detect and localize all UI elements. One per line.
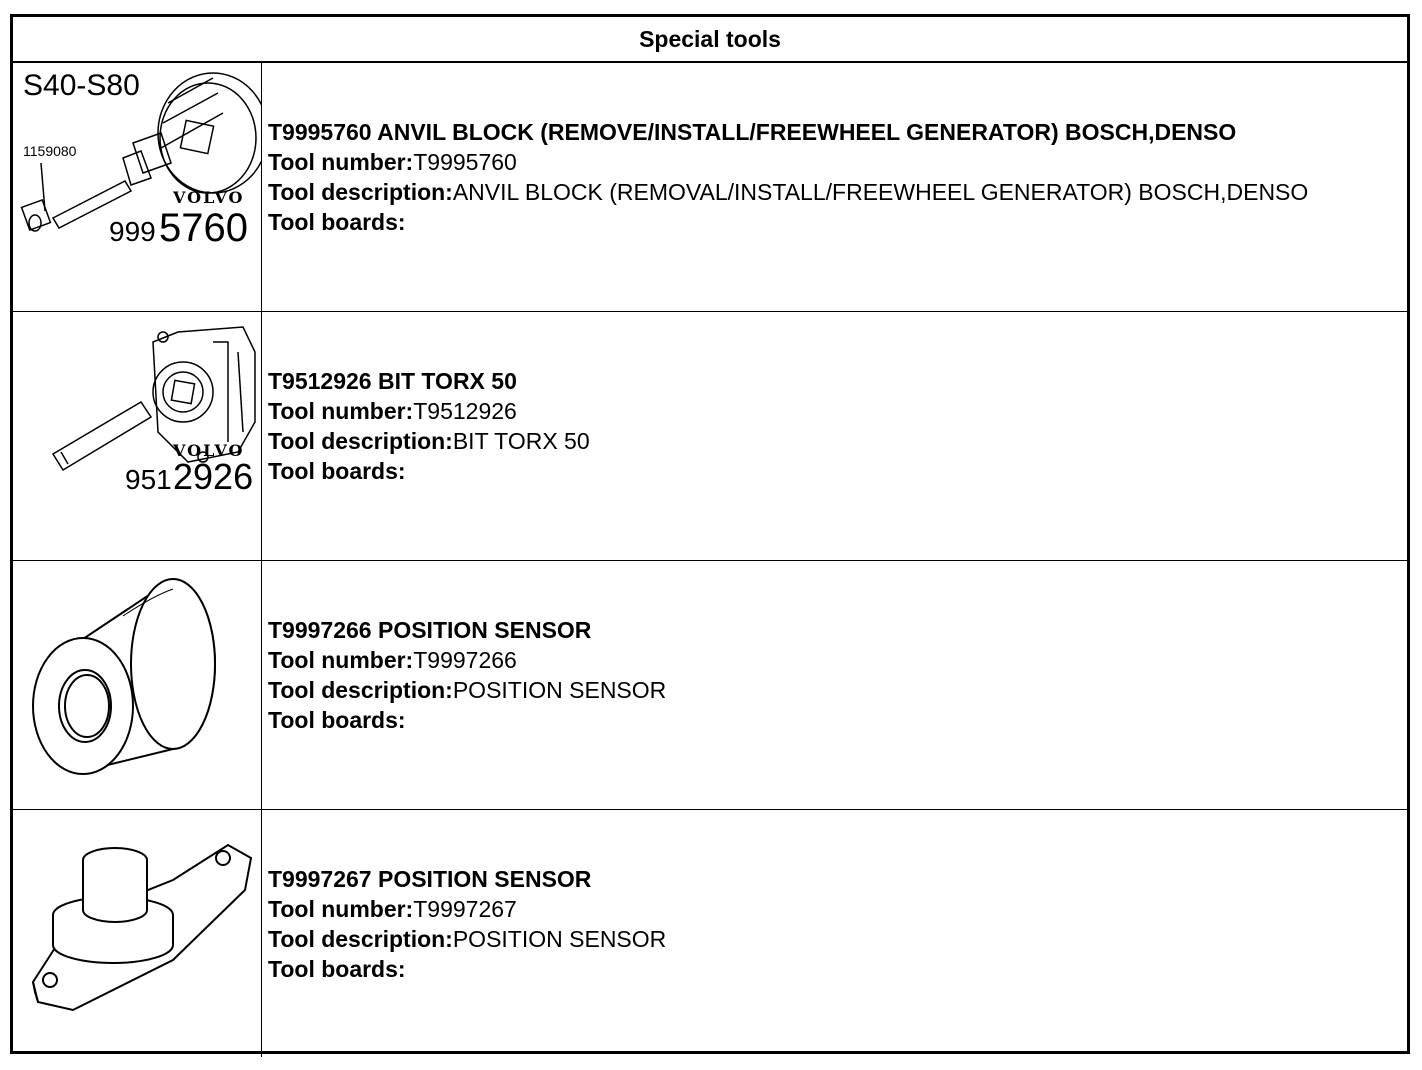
- tool-boards-line: [268, 456, 590, 486]
- tool-row: [13, 810, 1407, 1057]
- tool-title: T9997266 POSITION SENSOR: [268, 617, 592, 643]
- anvil-block-icon: [13, 63, 261, 311]
- code-large: 5760: [159, 206, 248, 250]
- brand-label: VOLVO: [173, 441, 245, 460]
- tool-description-value: POSITION SENSOR: [452, 677, 667, 703]
- tool-boards-label: Tool boards:: [268, 707, 406, 733]
- model-label: S40-S80: [23, 69, 140, 102]
- tool-row: [13, 63, 1407, 312]
- tool-description-line: [268, 177, 1308, 207]
- tool-number-label: Tool number:: [268, 149, 414, 175]
- tool-number-label: Tool number:: [268, 895, 414, 922]
- tool-number-line: [268, 396, 590, 426]
- tool-description-line: [268, 426, 590, 456]
- tool-number-value: T9995760: [413, 149, 517, 175]
- code-small: 951: [125, 464, 172, 495]
- tool-description-label: Tool description:: [268, 677, 453, 703]
- tool-description-line: [268, 924, 666, 954]
- tool-boards-label: Tool boards:: [268, 209, 406, 235]
- brand-label: VOLVO: [173, 188, 245, 207]
- tool-description-label: Tool description:: [268, 179, 453, 205]
- tool-row: [13, 312, 1407, 561]
- tool-number-label: Tool number:: [268, 647, 414, 673]
- tool-boards-line: [268, 207, 1308, 237]
- tool-image-cell: [13, 561, 262, 809]
- tool-title: T9995760 ANVIL BLOCK (REMOVE/INSTALL/FREEWHEEL GENERATOR) BOSCH,DENSO: [268, 119, 1237, 145]
- tool-info: [262, 810, 666, 1057]
- tool-number-value: T9512926: [413, 398, 517, 424]
- tool-number-line: [268, 147, 1308, 177]
- tool-number-line: [268, 894, 666, 924]
- tool-description-value: BIT TORX 50: [452, 428, 590, 454]
- tool-title: T9512926 BIT TORX 50: [268, 368, 517, 394]
- tool-image-cell: [13, 810, 262, 1057]
- tool-description-value: POSITION SENSOR: [452, 925, 667, 952]
- tool-number-value: T9997266: [413, 647, 517, 673]
- tool-boards-label: Tool boards:: [268, 955, 406, 982]
- flange-sensor-icon: [13, 810, 261, 1057]
- torx-bit-icon: [13, 312, 261, 560]
- cylinder-sensor-icon: [13, 561, 261, 809]
- code-large: 2926: [173, 456, 254, 497]
- tool-row: [13, 561, 1407, 810]
- tool-boards-line: [268, 705, 666, 735]
- tool-number-label: Tool number:: [268, 398, 414, 424]
- tool-boards-label: Tool boards:: [268, 458, 406, 484]
- tool-title: T9997267 POSITION SENSOR: [268, 865, 592, 892]
- tool-description-value: ANVIL BLOCK (REMOVAL/INSTALL/FREEWHEEL GENERATOR) BOSCH,DENSO: [452, 179, 1309, 205]
- code-small: 999: [109, 216, 156, 247]
- tool-description-line: [268, 675, 666, 705]
- tool-info: [262, 561, 666, 809]
- tool-boards-line: [268, 954, 666, 984]
- table-title: Special tools: [639, 25, 781, 52]
- tool-description-label: Tool description:: [268, 925, 453, 952]
- tool-info: [262, 63, 1308, 311]
- special-tools-table: [10, 14, 1410, 1054]
- tool-number-value: T9997267: [413, 895, 517, 922]
- tool-number-line: [268, 645, 666, 675]
- table-header: [13, 17, 1407, 63]
- tool-info: [262, 312, 590, 560]
- part-ref-label: 1159080: [23, 143, 77, 159]
- tool-image-cell: [13, 312, 262, 560]
- tool-description-label: Tool description:: [268, 428, 453, 454]
- tool-image-cell: [13, 63, 262, 311]
